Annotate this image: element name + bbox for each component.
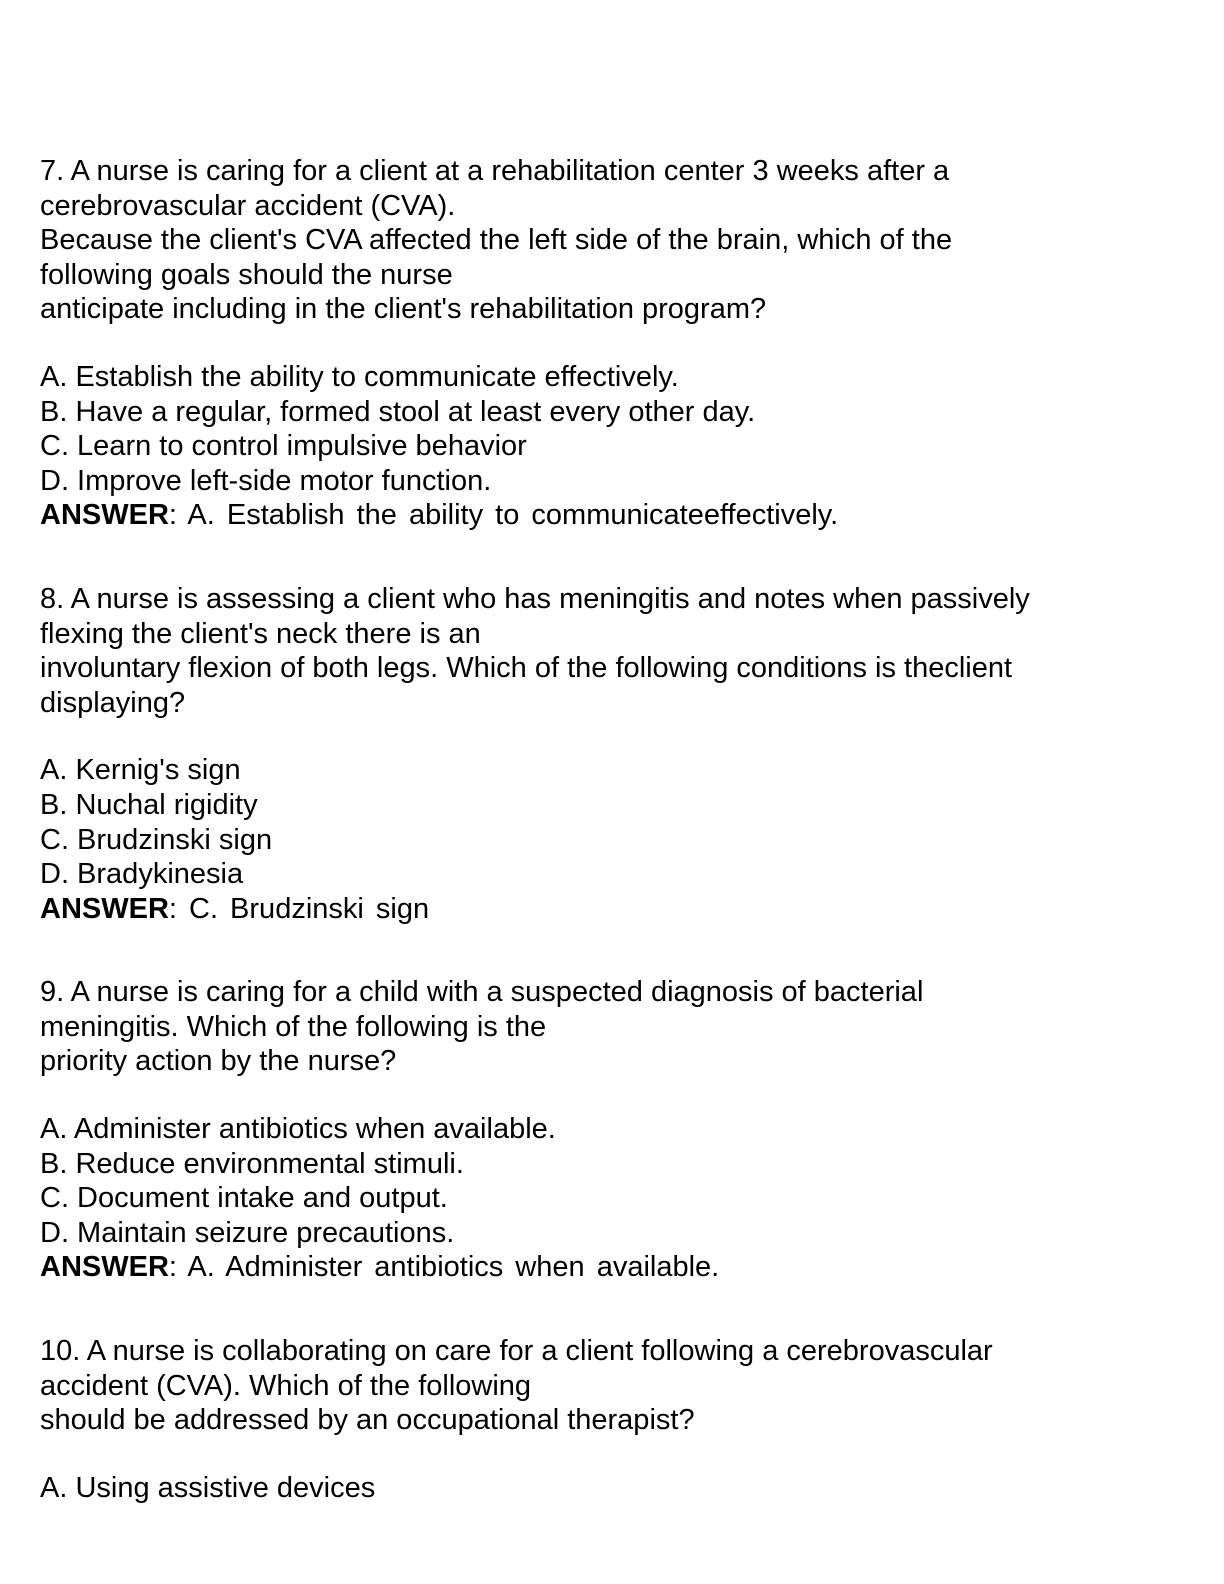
question-line: displaying? [40, 686, 186, 719]
option-d: D. Improve left-side motor function. [40, 464, 492, 497]
answer-options [40, 753, 1190, 926]
question-line: 8. A nurse is assessing a client who has meningitis and notes when passively [40, 582, 1030, 615]
question-9 [40, 975, 1190, 1285]
option-c: C. Brudzinski sign [40, 823, 273, 856]
question-line: accident (CVA). Which of the following [40, 1369, 532, 1402]
answer-options [40, 360, 1190, 533]
question-line: cerebrovascular accident (CVA). [40, 189, 456, 222]
option-a: A. Using assistive devices [40, 1471, 376, 1504]
answer-label: ANSWER [40, 1251, 169, 1284]
option-a: A. Kernig's sign [40, 754, 241, 787]
question-line: meningitis. Which of the following is the [40, 1010, 547, 1043]
answer-options [40, 1471, 1190, 1506]
question-line: should be addressed by an occupational therapist? [40, 1404, 695, 1437]
question-7 [40, 154, 1190, 533]
question-line: 9. A nurse is caring for a child with a suspected diagnosis of bacterial [40, 976, 924, 1009]
answer-line [40, 892, 1190, 927]
question-line: 10. A nurse is collaborating on care for a client following a cerebrovascular [40, 1335, 993, 1368]
option-b: B. Have a regular, formed stool at least every other day. [40, 395, 756, 428]
answer-text: : C. Brudzinski sign [168, 892, 430, 925]
option-b: B. Nuchal rigidity [40, 788, 258, 821]
option-d: D. Bradykinesia [40, 858, 244, 891]
question-stem [40, 154, 1190, 327]
question-8 [40, 582, 1190, 926]
answer-text: : A. Establish the ability to communicateeffectively. [168, 499, 839, 532]
question-line: following goals should the nurse [40, 258, 453, 291]
question-line: 7. A nurse is caring for a client at a rehabilitation center 3 weeks after a [40, 155, 950, 187]
option-c: C. Document intake and output. [40, 1182, 448, 1215]
option-b: B. Reduce environmental stimuli. [40, 1147, 464, 1180]
answer-label: ANSWER [40, 892, 169, 925]
question-line: Because the client's CVA affected the left side of the brain, which of the [40, 224, 953, 257]
option-c: C. Learn to control impulsive behavior [40, 430, 527, 463]
answer-text: : A. Administer antibiotics when available. [168, 1251, 720, 1284]
option-a: A. Administer antibiotics when available. [40, 1113, 556, 1146]
answer-label: ANSWER [40, 499, 169, 532]
question-line: priority action by the nurse? [40, 1045, 397, 1078]
question-line: involuntary flexion of both legs. Which of the following conditions is theclient [40, 652, 1013, 685]
question-line: flexing the client's neck there is an [40, 617, 481, 650]
question-10 [40, 1334, 1190, 1505]
answer-line [40, 498, 1190, 533]
question-stem [40, 975, 1190, 1079]
option-d: D. Maintain seizure precautions. [40, 1216, 455, 1249]
answer-options [40, 1112, 1190, 1285]
answer-line [40, 1250, 1190, 1285]
question-line: anticipate including in the client's rehabilitation program? [40, 293, 767, 326]
question-stem [40, 1334, 1190, 1438]
document-page [40, 154, 1190, 1505]
option-a: A. Establish the ability to communicate effectively. [40, 360, 679, 393]
question-stem [40, 582, 1190, 720]
